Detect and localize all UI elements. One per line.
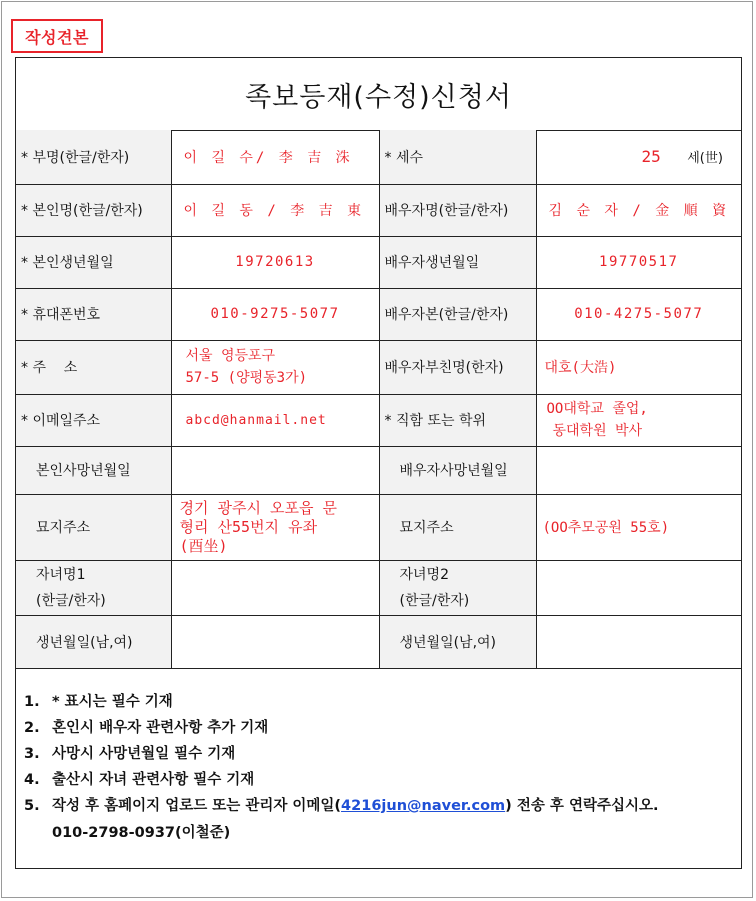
table-row [16, 236, 741, 288]
spouse-grave-field[interactable]: (OO추모공원 55호) [536, 494, 741, 560]
grave-line-3: (酉坐) [179, 536, 228, 555]
note-number: 5. [24, 798, 40, 814]
child1-field[interactable] [171, 560, 379, 615]
grave-line-1: 경기 광주시 오포읍 문 [179, 498, 338, 517]
note-text: 사망시 사망년월일 필수 기재 [52, 746, 236, 762]
table-row [16, 394, 741, 446]
child2-label [379, 560, 536, 615]
spouse-origin-field[interactable]: 010-4275-5077 [536, 288, 741, 340]
name-field[interactable]: 이 길 수/ 李 吉 洙 [171, 130, 379, 184]
table-row [16, 494, 741, 560]
spouse-father-label: 배우자부친명(한자) [379, 340, 536, 394]
child1-birth-field[interactable] [171, 615, 379, 668]
form-title: 족보등재(수정)신청서 [16, 58, 741, 131]
note-text: ) 전송 후 연락주십시오. [505, 798, 659, 814]
address-line-1: 서울 영등포구 [185, 348, 276, 364]
grave-field[interactable] [171, 494, 379, 560]
address-line-2: 57-5 (양평동3가) [185, 370, 308, 386]
form-table [16, 130, 741, 669]
self-name-label: * 본인명(한글/한자) [16, 184, 171, 236]
birth-label: * 본인생년월일 [16, 236, 171, 288]
generation-unit: 세(世) [687, 151, 723, 167]
list-item [24, 689, 659, 715]
death-field[interactable] [171, 446, 379, 494]
table-row [16, 288, 741, 340]
child2-birth-field[interactable] [536, 615, 741, 668]
table-row [16, 615, 741, 668]
grave-line-2: 형리 산55번지 유좌 [179, 517, 318, 536]
name-label: * 부명(한글/한자) [16, 130, 171, 184]
list-item [24, 793, 659, 819]
child2-field[interactable] [536, 560, 741, 615]
application-form [15, 57, 742, 869]
note-text: 작성 후 홈페이지 업로드 또는 관리자 이메일( [52, 798, 342, 814]
self-name-field[interactable]: 이 길 동 / 李 吉 東 [171, 184, 379, 236]
child2-label-line-2: (한글/한자) [399, 592, 470, 609]
email-label: * 이메일주소 [16, 394, 171, 446]
instructions-section [16, 668, 741, 868]
child2-birth-label: 생년월일(남,여) [379, 615, 536, 668]
generation-field[interactable] [536, 130, 741, 184]
child1-label-line-2: (한글/한자) [36, 592, 106, 609]
spouse-death-label: 배우자사망년월일 [379, 446, 536, 494]
spouse-origin-label: 배우자본(한글/한자) [379, 288, 536, 340]
note-number: 3. [24, 746, 40, 762]
death-label: 본인사망년월일 [16, 446, 171, 494]
note-number: 4. [24, 772, 40, 788]
generation-label: * 세수 [379, 130, 536, 184]
table-row [16, 130, 741, 184]
table-row [16, 184, 741, 236]
child1-label [16, 560, 171, 615]
position-line-2: 동대학원 박사 [552, 423, 643, 439]
spouse-name-field[interactable]: 김 순 자 / 金 順 資 [536, 184, 741, 236]
child1-birth-label: 생년월일(남,여) [16, 615, 171, 668]
spouse-death-field[interactable] [536, 446, 741, 494]
list-item [24, 715, 659, 741]
child2-label-line-1: 자녀명2 [399, 566, 449, 583]
list-item [24, 767, 659, 793]
note-number: 1. [24, 694, 40, 710]
spouse-name-label: 배우자명(한글/한자) [379, 184, 536, 236]
note-text: 출산시 자녀 관련사항 필수 기재 [52, 772, 255, 788]
note-text: 혼인시 배우자 관련사항 추가 기재 [52, 720, 269, 736]
admin-email-link[interactable]: 4216jun@naver.com [341, 798, 506, 814]
email-field[interactable]: abcd@hanmail.net [171, 394, 379, 446]
sample-badge: 작성견본 [11, 19, 103, 53]
table-row [16, 340, 741, 394]
address-label: * 주 소 [16, 340, 171, 394]
birth-field[interactable]: 19720613 [171, 236, 379, 288]
note-text: * 표시는 필수 기재 [52, 694, 173, 710]
spouse-birth-field[interactable]: 19770517 [536, 236, 741, 288]
table-row [16, 446, 741, 494]
note-number: 2. [24, 720, 40, 736]
list-item [24, 741, 659, 767]
phone-field[interactable]: 010-9275-5077 [171, 288, 379, 340]
generation-value: 25 [641, 147, 661, 167]
grave-label: 묘지주소 [16, 494, 171, 560]
spouse-grave-label: 묘지주소 [379, 494, 536, 560]
position-label: * 직함 또는 학위 [379, 394, 536, 446]
contact-number: 010-2798-0937(이철준) [52, 825, 231, 841]
position-field[interactable] [536, 394, 741, 446]
table-row [16, 560, 741, 615]
address-field[interactable] [171, 340, 379, 394]
child1-label-line-1: 자녀명1 [36, 566, 86, 583]
instructions-list [24, 689, 659, 819]
spouse-father-field[interactable]: 대호(大浩) [536, 340, 741, 394]
position-line-1: OO대학교 졸업, [546, 401, 648, 417]
phone-label: * 휴대폰번호 [16, 288, 171, 340]
spouse-birth-label: 배우자생년월일 [379, 236, 536, 288]
